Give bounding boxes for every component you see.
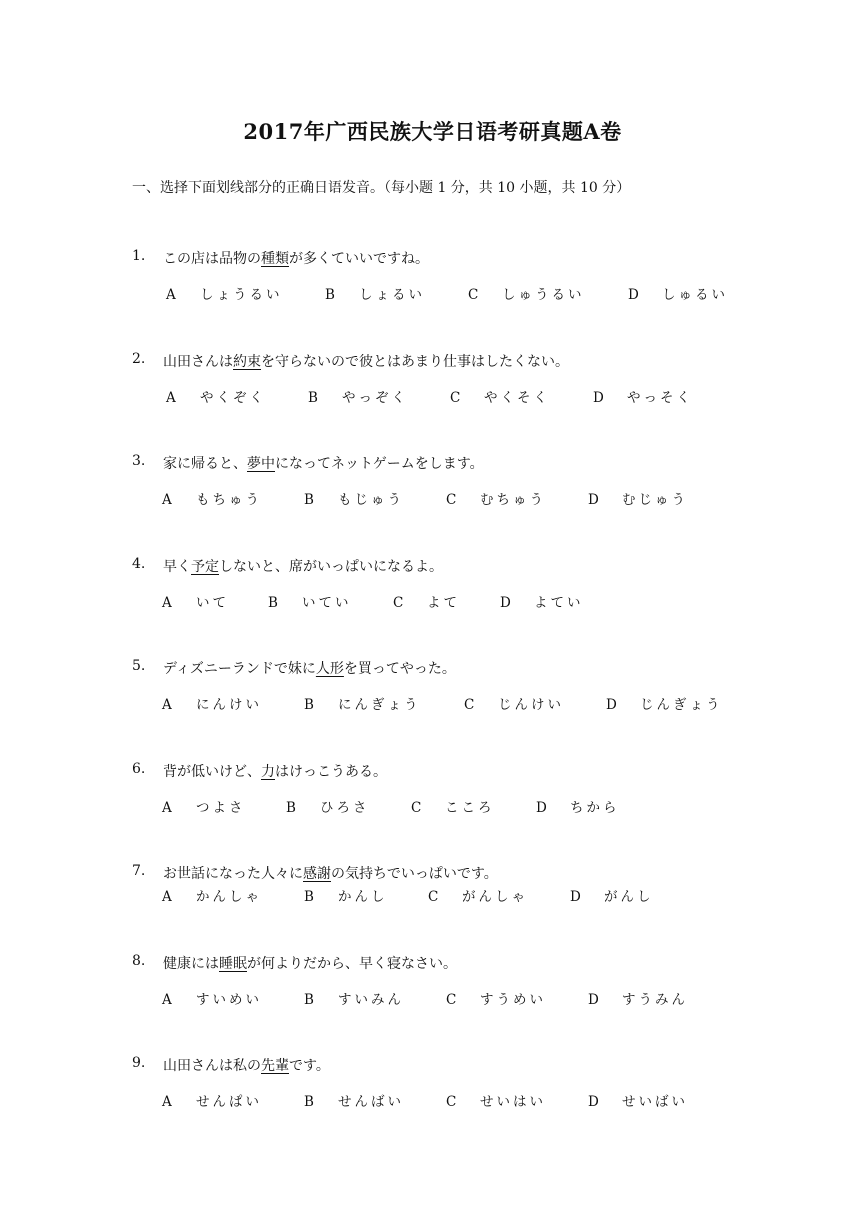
stem-before: 山田さんは xyxy=(163,354,233,370)
option-d: D がんし xyxy=(570,889,654,905)
stem-before: 早く xyxy=(163,559,191,575)
option-d: D しゅるい xyxy=(628,287,728,303)
option-a: A しょうるい xyxy=(166,287,283,303)
question-number: 6. xyxy=(132,761,146,777)
option-b: B しょるい xyxy=(325,287,425,303)
option-d: D よてい xyxy=(500,595,584,611)
question-8 xyxy=(132,953,832,1010)
question-stem xyxy=(132,953,832,975)
question-2 xyxy=(132,351,832,408)
question-number: 3. xyxy=(132,453,146,469)
option-c: C すうめい xyxy=(446,992,546,1008)
stem-before: お世話になった人々に xyxy=(163,866,303,882)
stem-before: 背が低いけど、 xyxy=(163,764,261,780)
stem-after: を守らないので彼とはあまり仕事はしたくない。 xyxy=(261,354,569,370)
question-text xyxy=(163,351,569,371)
option-b: B すいみん xyxy=(304,992,404,1008)
stem-after: が多くていいですね。 xyxy=(289,251,429,267)
question-number: 7. xyxy=(132,863,146,879)
question-number: 5. xyxy=(132,658,146,674)
option-c: C やくそく xyxy=(450,390,550,406)
question-number: 1. xyxy=(132,248,146,264)
question-stem xyxy=(132,351,832,373)
answer-options xyxy=(132,885,832,907)
option-a: A もちゅう xyxy=(162,492,262,508)
question-stem xyxy=(132,1055,832,1077)
question-7 xyxy=(132,863,832,907)
question-stem xyxy=(132,453,832,475)
question-text xyxy=(163,863,498,883)
answer-options xyxy=(132,386,832,408)
stem-after: を買ってやった。 xyxy=(343,661,456,677)
option-c: C むちゅう xyxy=(446,492,546,508)
option-d: D むじゅう xyxy=(588,492,688,508)
question-stem xyxy=(132,556,832,578)
option-a: A にんけい xyxy=(162,697,262,713)
question-1 xyxy=(132,248,832,305)
option-b: B ひろさ xyxy=(286,800,370,816)
underlined-word: 約束 xyxy=(233,354,261,370)
underlined-word: 力 xyxy=(261,764,275,780)
stem-after: が何よりだから、早く寝なさい。 xyxy=(247,956,457,972)
question-stem xyxy=(132,248,832,270)
question-text xyxy=(163,453,484,473)
option-c: C せいはい xyxy=(446,1094,546,1110)
question-text xyxy=(163,556,443,576)
question-3 xyxy=(132,453,832,510)
option-b: B もじゅう xyxy=(304,492,404,508)
option-d: D じんぎょう xyxy=(606,697,723,713)
option-b: B にんぎょう xyxy=(304,697,421,713)
underlined-word: 人形 xyxy=(315,661,344,677)
stem-before: 健康には xyxy=(163,956,219,972)
question-4 xyxy=(132,556,832,613)
option-b: B せんばい xyxy=(304,1094,404,1110)
answer-options xyxy=(132,283,832,305)
underlined-word: 感謝 xyxy=(303,866,331,882)
answer-options xyxy=(132,796,832,818)
stem-after: はけっこうある。 xyxy=(275,764,387,780)
option-b: B かんし xyxy=(304,889,388,905)
option-a: A せんぱい xyxy=(162,1094,262,1110)
question-text xyxy=(163,1055,330,1075)
stem-before: 家に帰ると、 xyxy=(163,456,247,472)
underlined-word: 予定 xyxy=(191,559,219,575)
underlined-word: 先輩 xyxy=(261,1058,289,1074)
option-c: C じんけい xyxy=(464,697,564,713)
option-d: D やっそく xyxy=(593,390,693,406)
question-6 xyxy=(132,761,832,818)
option-c: C がんしゃ xyxy=(428,889,528,905)
question-number: 9. xyxy=(132,1055,146,1071)
option-b: B やっぞく xyxy=(308,390,408,406)
question-number: 4. xyxy=(132,556,146,572)
exam-title: 2017年广西民族大学日语考研真题A卷 xyxy=(243,119,622,144)
question-text xyxy=(163,248,429,268)
option-d: D せいばい xyxy=(588,1094,688,1110)
stem-before: この店は品物の xyxy=(163,251,261,267)
option-a: A すいめい xyxy=(162,992,262,1008)
option-a: A やくぞく xyxy=(166,390,266,406)
stem-after: になってネットゲームをします。 xyxy=(275,456,484,472)
question-stem xyxy=(132,658,832,680)
question-stem xyxy=(132,863,832,885)
answer-options xyxy=(132,988,832,1010)
question-number: 8. xyxy=(132,953,146,969)
stem-after: しないと、席がいっぱいになるよ。 xyxy=(219,559,443,575)
question-9 xyxy=(132,1055,832,1112)
option-d: D ちから xyxy=(536,800,620,816)
answer-options xyxy=(132,693,832,715)
question-number: 2. xyxy=(132,351,146,367)
option-c: C よて xyxy=(393,595,460,611)
option-c: C しゅうるい xyxy=(468,287,585,303)
answer-options xyxy=(132,488,832,510)
option-c: C こころ xyxy=(411,800,495,816)
question-text xyxy=(163,658,456,678)
option-a: A いて xyxy=(162,595,229,611)
section-heading: 一、选择下面划线部分的正确日语发音。（每小题 1 分，共 10 小题，共 10 分） xyxy=(132,180,631,196)
underlined-word: 睡眠 xyxy=(219,956,247,972)
option-d: D すうみん xyxy=(588,992,688,1008)
option-a: A かんしゃ xyxy=(162,889,262,905)
answer-options xyxy=(132,591,832,613)
underlined-word: 夢中 xyxy=(247,456,275,472)
stem-before: ディズニーランドで妹に xyxy=(163,661,316,677)
stem-after: の気持ちでいっぱいです。 xyxy=(331,866,498,882)
underlined-word: 種類 xyxy=(261,251,289,267)
question-text xyxy=(163,761,387,781)
option-b: B いてい xyxy=(268,595,352,611)
answer-options xyxy=(132,1090,832,1112)
question-stem xyxy=(132,761,832,783)
question-text xyxy=(163,953,457,973)
option-a: A つよさ xyxy=(162,800,246,816)
stem-before: 山田さんは私の xyxy=(163,1058,261,1074)
stem-after: です。 xyxy=(289,1058,330,1074)
question-5 xyxy=(132,658,832,715)
